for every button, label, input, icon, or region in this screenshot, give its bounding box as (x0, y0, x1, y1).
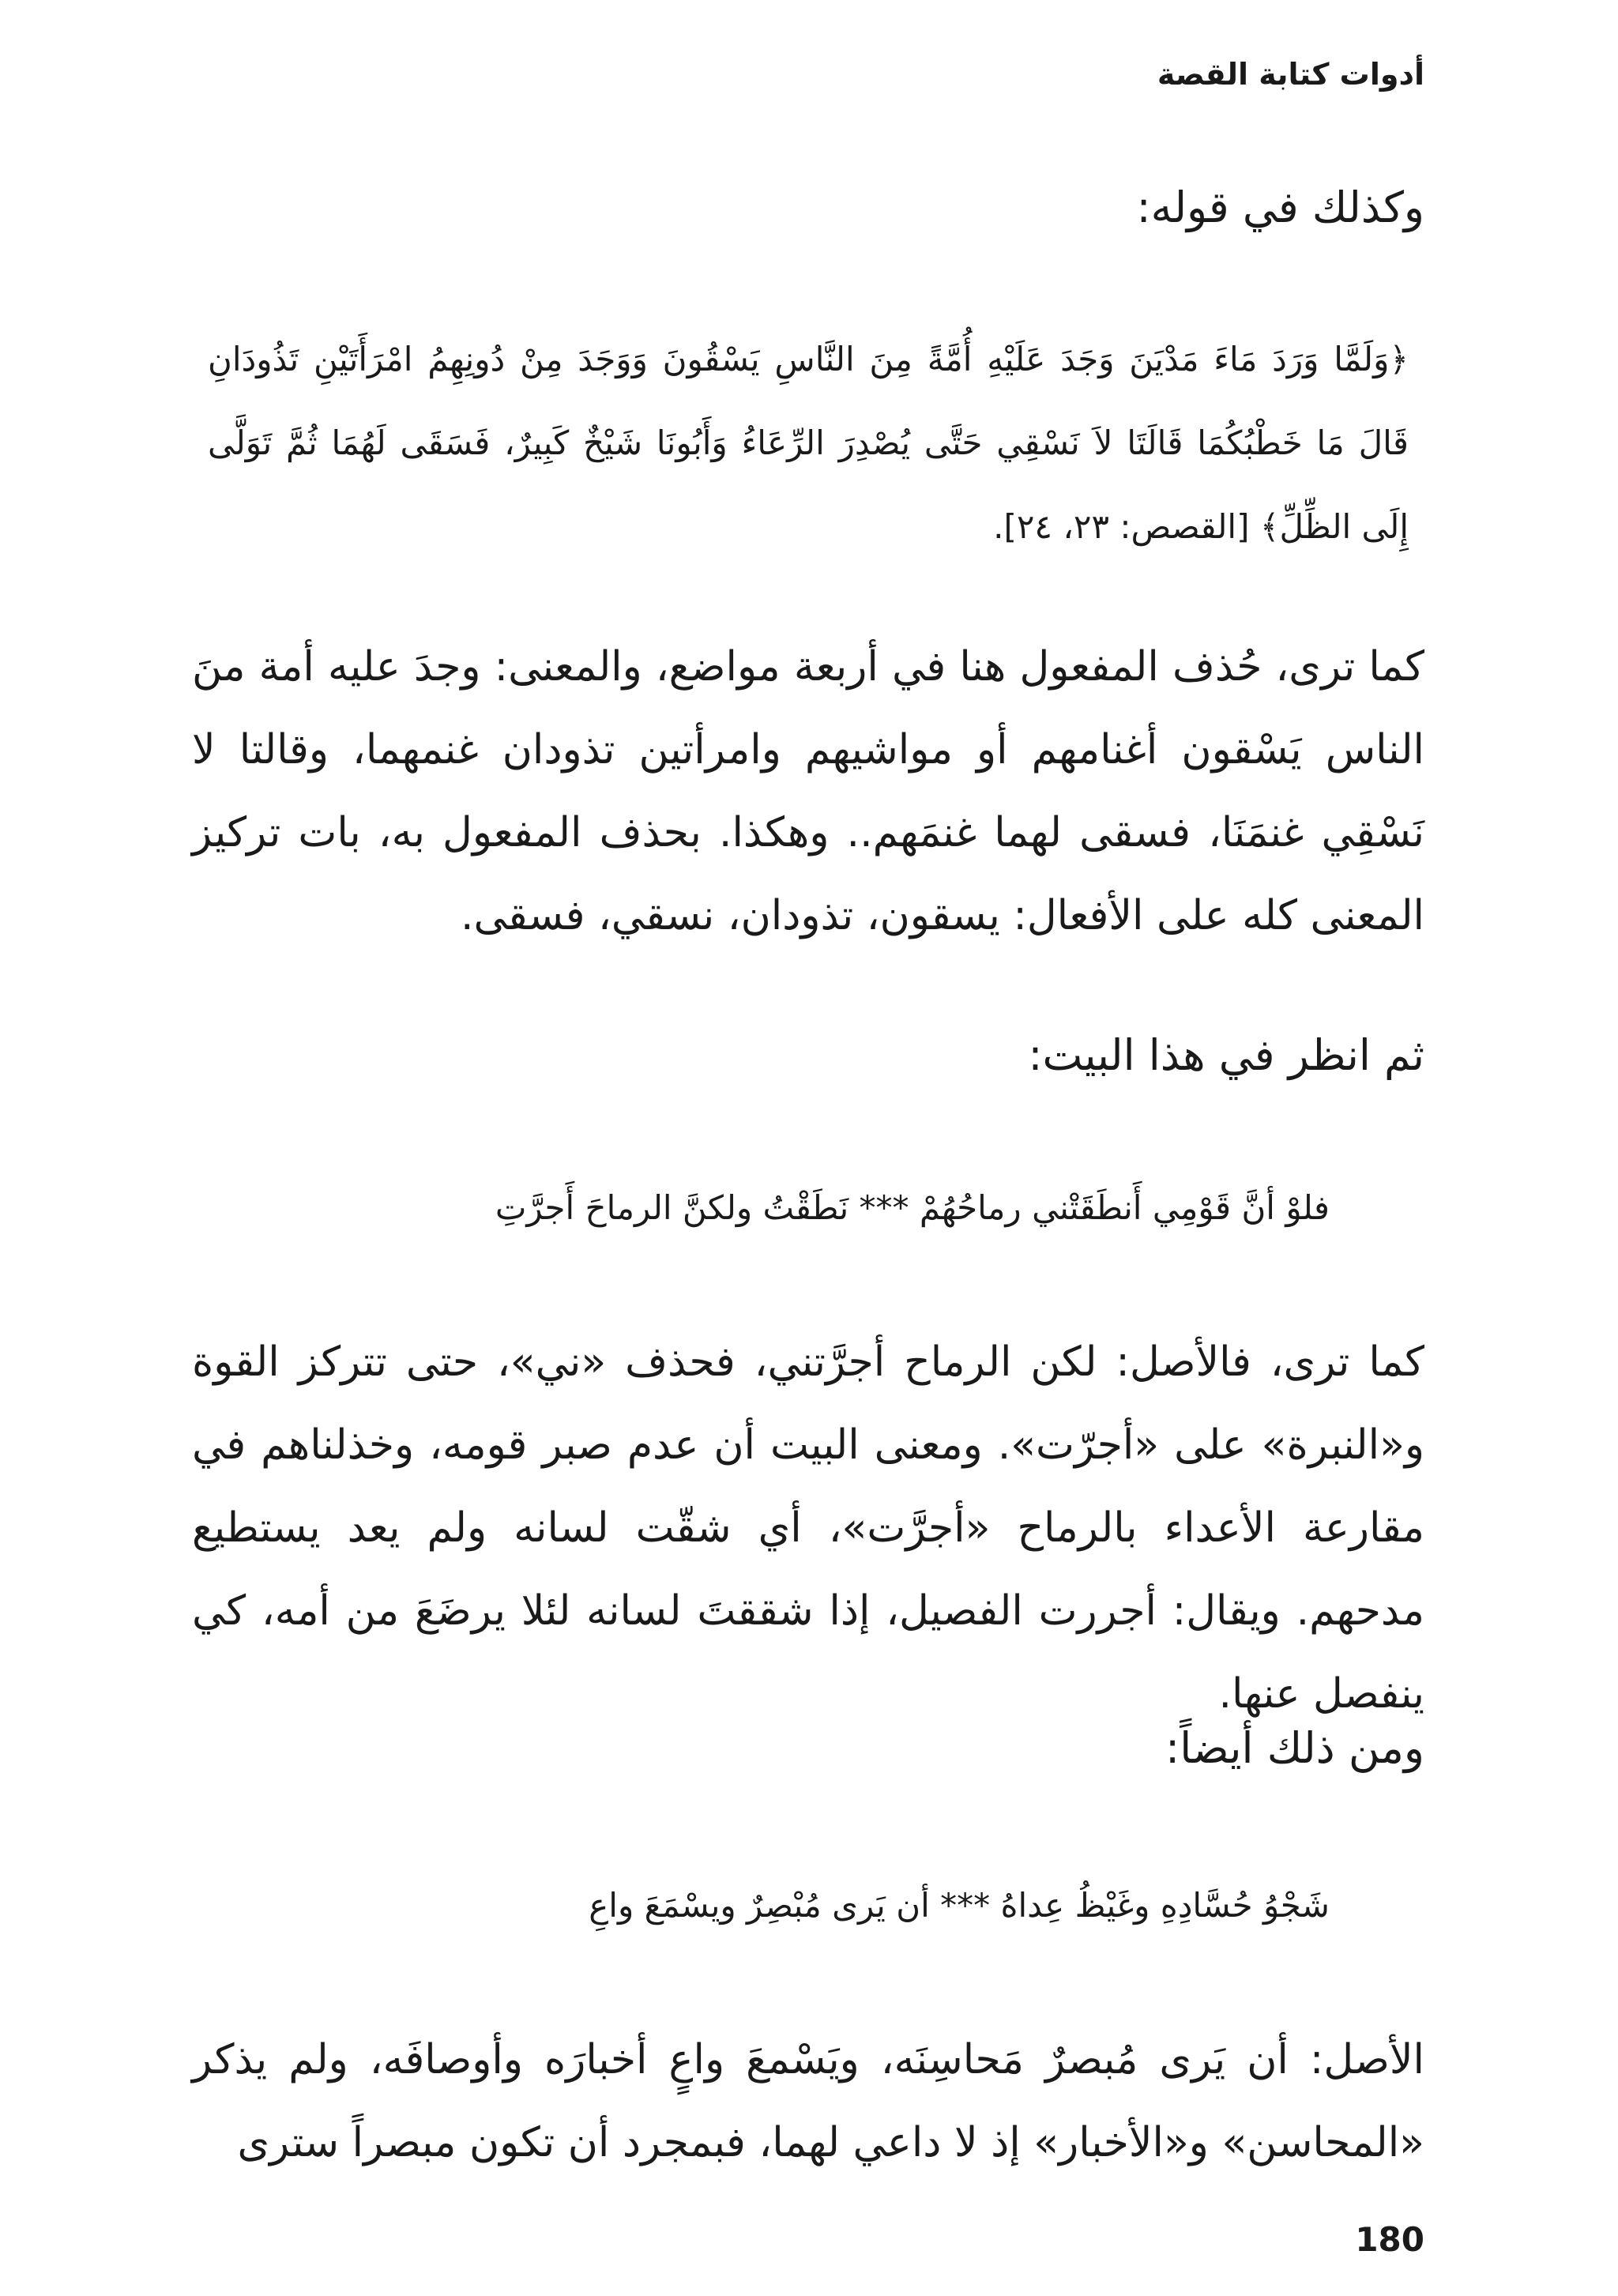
poem-verse-2: شَجْوُ حُسَّادِهِ وغَيْظُ عِداهُ *** أن يَرى مُبْصِرٌ ويسْمَعَ واعِ (589, 1886, 1330, 1925)
intro-line-3: ومن ذلك أيضاً: (1165, 1723, 1424, 1773)
quran-quote: ﴿وَلَمَّا وَرَدَ مَاءَ مَدْيَنَ وَجَدَ عَلَيْهِ أُمَّةً مِنَ النَّاسِ يَسْقُونَ وَوَجَدَ مِنْ دُونِهِمُ امْرَأَتَيْنِ تَذُودَانِ قَالَ مَا خَطْبُكُمَا قَالَتَا لاَ نَسْقِي حَتَّى يُصْدِرَ الرِّعَاءُ وَأَبُونَا شَيْخٌ كَبِيرٌ، فَسَقَى لَهُمَا ثُمَّ تَوَلَّى إِلَى الظِّلِّ﴾ [القصص: ٢٣، ٢٤]. (208, 340, 1409, 546)
intro-line-1: وكذلك في قوله: (1136, 183, 1424, 232)
poem-verse-1: فلوْ أنَّ قَوْمِي أَنطَقَتْني رماحُهُمْ *** نَطَقْتُ ولكنَّ الرماحَ أَجرَّتِ (495, 1188, 1330, 1227)
paragraph-1: كما ترى، حُذف المفعول هنا في أربعة مواضع، والمعنى: وجدَ عليه أمة منَ الناس يَسْقون أغنامهم أو مواشيهم وامرأتين تذودان غنمهما، وقالتا لا نَسْقِي غنمَنَا، فسقى لهما غنمَهم.. وهكذا. بحذف المفعول به، بات تركيز المعنى كله على الأفعال: يسقون، تذودان، نسقي، فسقى. (192, 643, 1424, 939)
intro-line-2: ثم انظر في هذا البيت: (1028, 1030, 1424, 1080)
paragraph-3: الأصل: أن يَرى مُبصرٌ مَحاسِنَه، ويَسْمعَ واعٍ أخبارَه وأوصافَه، ولم يذكر «المحاسن» و«الأخبار» إذ لا داعي لهما، فبمجرد أن تكون مبصراً سترى (192, 2036, 1424, 2166)
running-head: أدوات كتابة القصة (1157, 57, 1424, 92)
page-number: 180 (1355, 2220, 1424, 2259)
paragraph-2: كما ترى، فالأصل: لكن الرماح أجرَّتني، فحذف «ني»، حتى تتركز القوة و«النبرة» على «أجرّت». ومعنى البيت أن عدم صبر قومه، وخذلناهم في مقارعة الأعداء بالرماح «أجرَّت»، أي شقّت لسانه ولم يعد يستطيع مدحهم. ويقال: أجررت الفصيل، إذا شققتَ لسانه لئلا يرضَعَ من أمه، كي ينفصل عنها. (192, 1338, 1424, 1718)
